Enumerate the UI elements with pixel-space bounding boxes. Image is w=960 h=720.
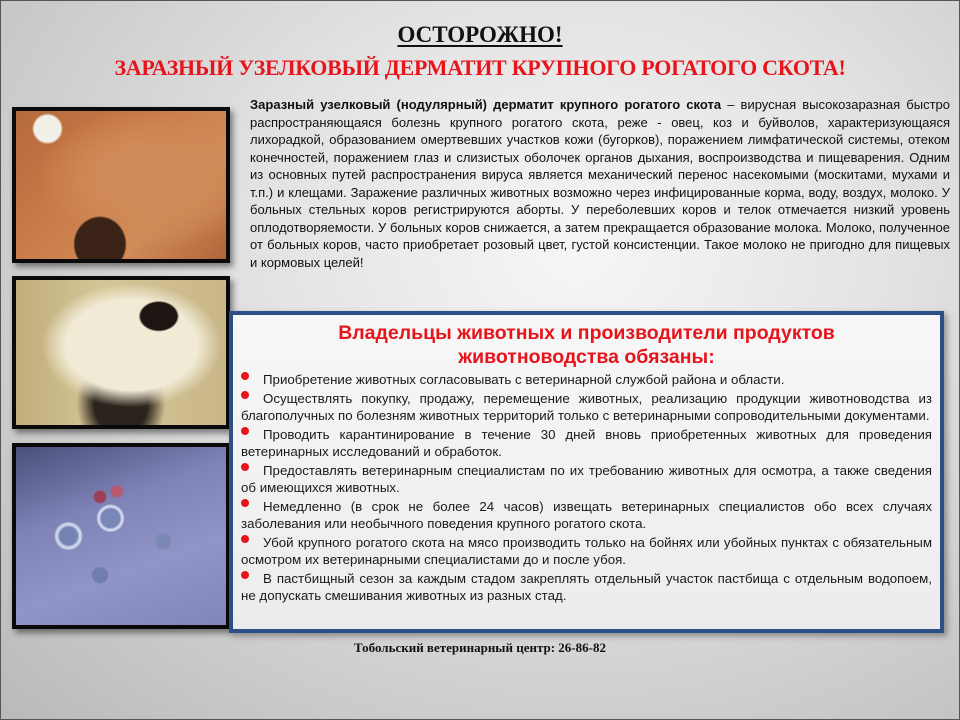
list-item (241, 426, 932, 461)
contact-footer: Тобольский ветеринарный центр: 26-86-82 (354, 640, 606, 655)
list-item (241, 570, 932, 605)
bullet-icon (241, 427, 249, 435)
list-item (241, 371, 932, 389)
list-item-text: В пастбищный сезон за каждым стадом закреплять отдельный участок пастбища с отдельным водопоем, не допускать смешивания животных из разных стад. (241, 570, 932, 603)
list-item-text: Немедленно (в срок не более 24 часов) извещать ветеринарных специалистов обо всех случаях заболевания или необычного поведения крупного рогатого скота. (241, 498, 932, 531)
list-item-text: Предоставлять ветеринарным специалистам по их требованию животных для осмотра, а также сведения об имеющихся животных. (241, 462, 932, 495)
warning-heading: ОСТОРОЖНО! (397, 22, 563, 47)
bullet-icon (241, 499, 249, 507)
disease-name: Заразный узелковый (нодулярный) дерматит крупного рогатого скота (250, 97, 722, 112)
obligations-list (233, 371, 940, 605)
list-item-text: Убой крупного рогатого скота на мясо производить только на бойнях или убойных пунктах с обязательным осмотром их ветеринарными специалистами до и после убоя. (241, 534, 932, 567)
list-item-text: Приобретение животных согласовывать с ветеринарной службой района и области. (263, 372, 785, 387)
bullet-icon (241, 571, 249, 579)
cow-neck-nodules-photo (12, 107, 230, 263)
page-title (0, 22, 960, 48)
list-item (241, 390, 932, 425)
disease-description-text: – вирусная высокозаразная быстро распространяющаяся болезнь крупного рогатого скота, реже - овец, коз и буйволов, характеризующаяся лихорадкой, образованием омертвевших участков кожи (бугорков), поражением лимфатической системы, отеком конечностей, поражением глаз и слизистых оболочек органов дыхания, воспроизводства и пищеварения. Одним из основных путей распространения вируса является механический перенос насекомыми (москитами, мухами и т.п.) и клещами. Заражение различных животных возможно через инфицированные корма, воду, воздух, молоко. У больных стельных коров регистрируются аборты. У переболевших коров и телок отмечается низкий уровень оплодотворяемости. У больных коров снижается, а затем прекращается образование молока. Молоко, полученное от больных коров, часто приобретает розовый цвет, густой консистенции. Такое молоко не пригодно для пищевых и кормовых целей! (250, 97, 950, 270)
obligations-title-line1: Владельцы животных и производители продуктов (338, 322, 835, 344)
list-item-text: Осуществлять покупку, продажу, перемещение животных, реализацию продукции животноводства из благополучных по болезням животных территорий только с ветеринарными сопроводительными документами. (241, 390, 932, 423)
page-subtitle: ЗАРАЗНЫЙ УЗЕЛКОВЫЙ ДЕРМАТИТ КРУПНОГО РОГАТОГО СКОТА! (114, 55, 846, 80)
disease-description (250, 96, 950, 271)
skin-nodules-closeup-photo (12, 443, 230, 629)
bullet-icon (241, 372, 249, 380)
list-item (241, 462, 932, 497)
bullet-icon (241, 535, 249, 543)
bullet-icon (241, 463, 249, 471)
obligations-title (233, 321, 940, 369)
cow-muzzle-lesions-photo (12, 276, 230, 429)
obligations-box (229, 311, 944, 633)
list-item (241, 498, 932, 533)
bullet-icon (241, 391, 249, 399)
list-item (241, 534, 932, 569)
obligations-title-line2: животноводства обязаны: (458, 346, 715, 368)
list-item-text: Проводить карантинирование в течение 30 дней вновь приобретенных животных для проведения ветеринарных исследований и обработок. (241, 426, 932, 459)
